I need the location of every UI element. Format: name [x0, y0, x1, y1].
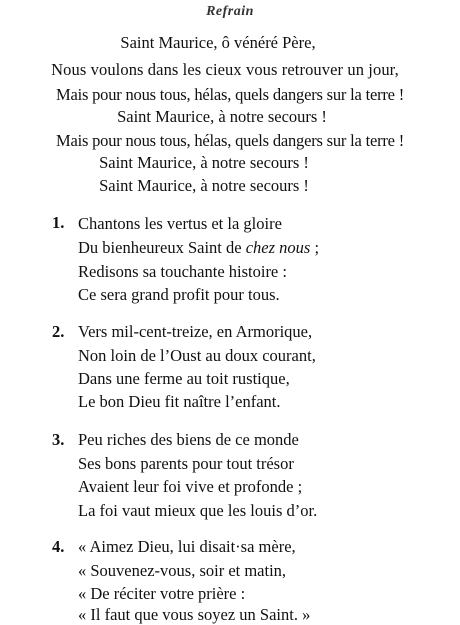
refrain-line: Mais pour nous tous, hélas, quels dangers sur la terre !	[55, 85, 405, 104]
verse-line: Peu riches des biens de ce monde	[78, 430, 299, 449]
verse-number: 4.	[52, 537, 65, 556]
verse-number: 3.	[52, 430, 65, 449]
verse-line: Le bon Dieu fit naître l’enfant.	[78, 392, 281, 411]
refrain-line: Saint Maurice, à notre secours !	[99, 153, 309, 172]
verse-line-emphasis: chez nous	[245, 238, 311, 257]
verse-line: La foi vaut mieux que les louis d’or.	[78, 501, 318, 520]
refrain-line: Saint Maurice, ô vénéré Père,	[120, 33, 316, 52]
verse-line: « Il faut que vous soyez un Saint. »	[78, 605, 311, 624]
verse-line: « Souvenez-vous, soir et matin,	[78, 561, 287, 580]
refrain-line: Saint Maurice, à notre secours !	[99, 176, 309, 195]
verse-line: « De réciter votre prière :	[78, 584, 246, 603]
refrain-line: Mais pour nous tous, hélas, quels dangers sur la terre !	[55, 131, 405, 150]
refrain-line: Nous voulons dans les cieux vous retrouver un jour,	[51, 60, 399, 79]
verse-line: Redisons sa touchante histoire :	[78, 262, 287, 281]
verse-line: Non loin de l’Oust au doux courant,	[78, 346, 316, 365]
verse-number: 2.	[52, 322, 65, 341]
verse-line: Chantons les vertus et la gloire	[78, 214, 282, 233]
verse-line: Ce sera grand profit pour tous.	[78, 285, 280, 304]
refrain-line: Saint Maurice, à notre secours !	[117, 107, 327, 126]
verse-line: Dans une ferme au toit rustique,	[78, 369, 290, 388]
verse-line: Ses bons parents pour tout trésor	[78, 454, 294, 473]
verse-line: Vers mil-cent-treize, en Armorique,	[78, 322, 313, 341]
verse-number: 1.	[52, 213, 65, 232]
verse-line: « Aimez Dieu, lui disait·sa mère,	[78, 537, 296, 556]
verse-line: Du bienheureux Saint de chez nous ;	[78, 238, 320, 257]
refrain-title: Refrain	[206, 4, 254, 19]
verse-line: Avaient leur foi vive et profonde ;	[78, 477, 303, 496]
